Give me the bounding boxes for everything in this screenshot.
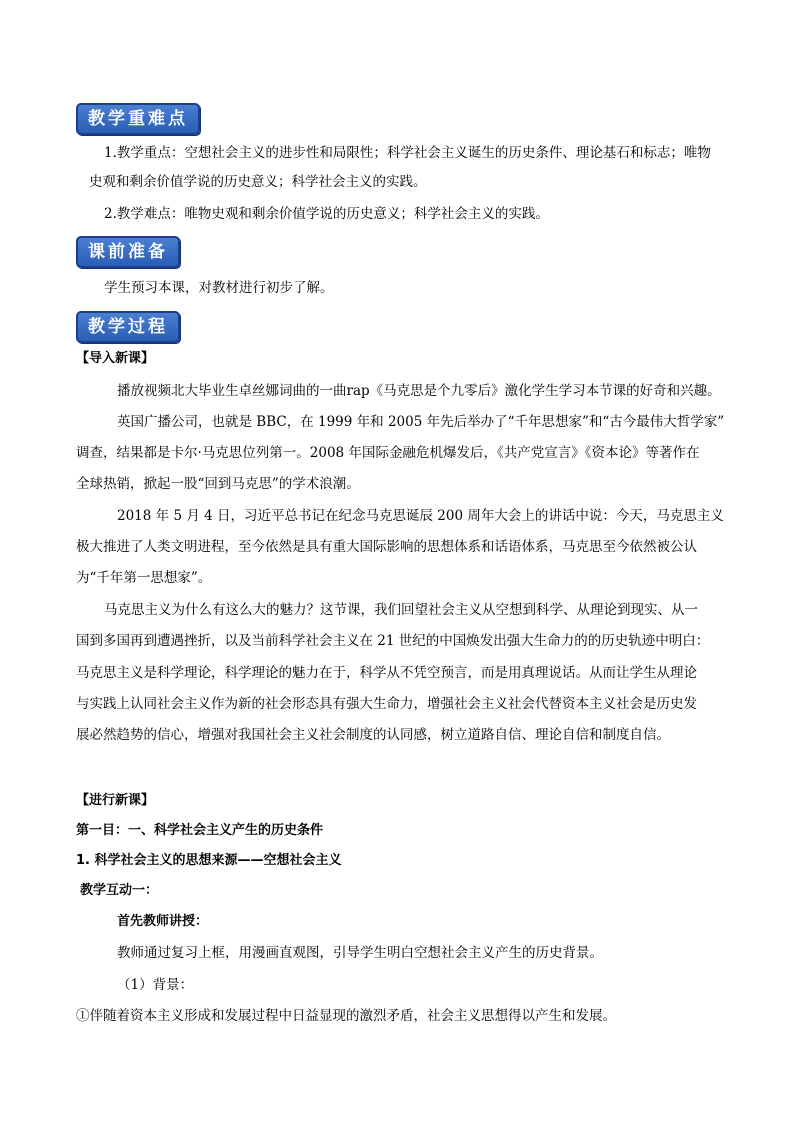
subsection-title: 1. 科学社会主义的思想来源——空想社会主义 [76,853,342,868]
key-focus-line-1: 1.教学重点：空想社会主义的进步性和局限性；科学社会主义诞生的历史条件、理论基石和标志；唯物 [104,145,711,161]
section-badge-preparation: 课前准备 [76,236,180,268]
preparation-text: 学生预习本课，对教材进行初步了解。 [104,280,334,296]
intro-p4-line-1: 马克思主义为什么有这么大的魅力？这节课，我们回望社会主义从空想到科学、从理论到现实、从一 [104,602,698,618]
intro-p3-line-1: 2018 年 5 月 4 日，习近平总书记在纪念马克思诞辰 200 周年大会上的讲话中说：今天，马克思主义 [117,508,724,524]
key-focus-line-2: 史观和剩余价值学说的历史意义；科学社会主义的实践。 [89,174,427,190]
intro-heading: 【导入新课】 [76,351,155,366]
section-badge-key-points: 教学重难点 [76,103,200,135]
intro-p1: 播放视频北大毕业生卓丝娜词曲的一曲rap《马克思是个九零后》激化学生学习本节课的好奇和兴趣。 [117,383,721,399]
interaction-label: 教学互动一： [80,883,159,898]
intro-p4-line-2: 国到多国再到遭遇挫折，以及当前科学社会主义在 21 世纪的中国焕发出强大生命力的的历史轨迹中明白： [76,633,710,649]
intro-p4-line-3: 马克思主义是科学理论，科学理论的魅力在于，科学从不凭空预言，而是用真理说话。从而让学生从理论 [76,665,697,681]
intro-p2-line-1: 英国广播公司，也就是 BBC，在 1999 年和 2005 年先后举办了“千年思想家”和“古今最伟大哲学家” [117,414,725,430]
intro-p4-line-5: 展必然趋势的信心，增强对我国社会主义社会制度的认同感，树立道路自信、理论自信和制度自信。 [76,727,670,743]
intro-p4-line-4: 与实践上认同社会主义作为新的社会形态具有强大生命力，增强社会主义社会代替资本主义社会是历史发 [76,696,697,712]
intro-p3-line-3: 为“千年第一思想家”。 [76,570,212,586]
intro-p2-line-2: 调查，结果都是卡尔·马克思位列第一。2008 年国际金融危机爆发后，《共产党宣言》《资本论》等著作在 [76,445,700,461]
new-lesson-heading: 【进行新课】 [76,793,155,808]
section-title: 第一目：一、科学社会主义产生的历史条件 [76,823,324,838]
intro-p3-line-2: 极大推进了人类文明进程，至今依然是具有重大国际影响的思想体系和话语体系，马克思至今依然被公认 [76,539,697,555]
background-point-1: ①伴随着资本主义形成和发展过程中日益显现的激烈矛盾，社会主义思想得以产生和发展。 [76,1008,616,1024]
background-label: （1）背景： [117,977,194,993]
intro-p2-line-3: 全球热销，掀起一股“回到马克思”的学术浪潮。 [76,476,360,492]
teacher-text: 教师通过复习上框，用漫画直观图，引导学生明白空想社会主义产生的历史背景。 [117,945,603,961]
section-badge-process: 教学过程 [76,311,180,343]
key-difficulty-line: 2.教学难点：唯物史观和剩余价值学说的历史意义；科学社会主义的实践。 [104,206,549,222]
lecture-label: 首先教师讲授： [117,914,209,929]
